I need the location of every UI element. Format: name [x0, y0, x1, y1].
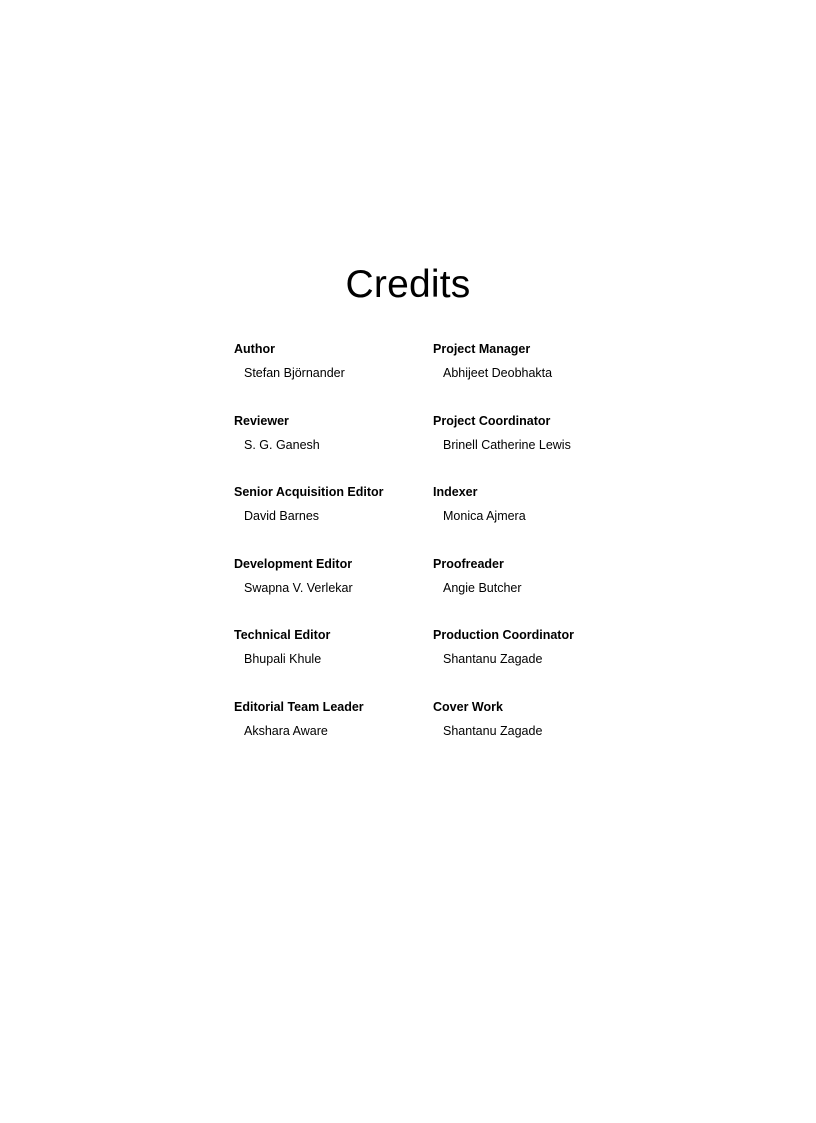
- credit-entry-development-editor: [234, 557, 424, 596]
- credit-entry-indexer: [433, 485, 623, 524]
- credit-entry-technical-editor: [234, 628, 424, 667]
- credit-role: Indexer: [433, 485, 478, 499]
- credit-role: Project Coordinator: [433, 413, 551, 428]
- credit-entry-author: [234, 342, 424, 381]
- credit-name: Shantanu Zagade: [443, 723, 543, 738]
- credit-role: Project Manager: [433, 342, 531, 356]
- credit-name: S. G. Ganesh: [244, 437, 320, 452]
- credit-role: Author: [234, 342, 275, 356]
- credit-name: Stefan Björnander: [244, 366, 345, 380]
- credit-name: Akshara Aware: [244, 723, 328, 738]
- credit-role: Technical Editor: [234, 628, 331, 642]
- page-title: Credits: [345, 263, 471, 307]
- credit-name: Bhupali Khule: [244, 652, 322, 666]
- credit-name: Shantanu Zagade: [443, 652, 543, 666]
- credit-name: Angie Butcher: [443, 580, 522, 595]
- credit-entry-reviewer: [234, 414, 424, 453]
- credit-role: Reviewer: [234, 413, 289, 428]
- credit-entry-project-manager: [433, 342, 623, 381]
- credit-entry-proofreader: [433, 557, 623, 596]
- credit-name: David Barnes: [244, 509, 320, 523]
- credit-role: Development Editor: [234, 556, 353, 571]
- credit-role: Production Coordinator: [433, 628, 574, 642]
- credit-name: Brinell Catherine Lewis: [443, 437, 571, 452]
- credit-entry-senior-acquisition-editor: [234, 485, 424, 524]
- credit-role: Editorial Team Leader: [234, 699, 364, 714]
- credit-name: Abhijeet Deobhakta: [443, 366, 553, 380]
- credit-entry-project-coordinator: [433, 414, 623, 453]
- credit-entry-production-coordinator: [433, 628, 623, 667]
- credit-role: Cover Work: [433, 699, 503, 714]
- credit-role: Proofreader: [433, 556, 504, 571]
- credit-name: Monica Ajmera: [443, 509, 526, 523]
- credit-name: Swapna V. Verlekar: [244, 580, 353, 595]
- credit-entry-editorial-team-leader: [234, 700, 424, 739]
- credit-role: Senior Acquisition Editor: [234, 485, 384, 499]
- credit-entry-cover-work: [433, 700, 623, 739]
